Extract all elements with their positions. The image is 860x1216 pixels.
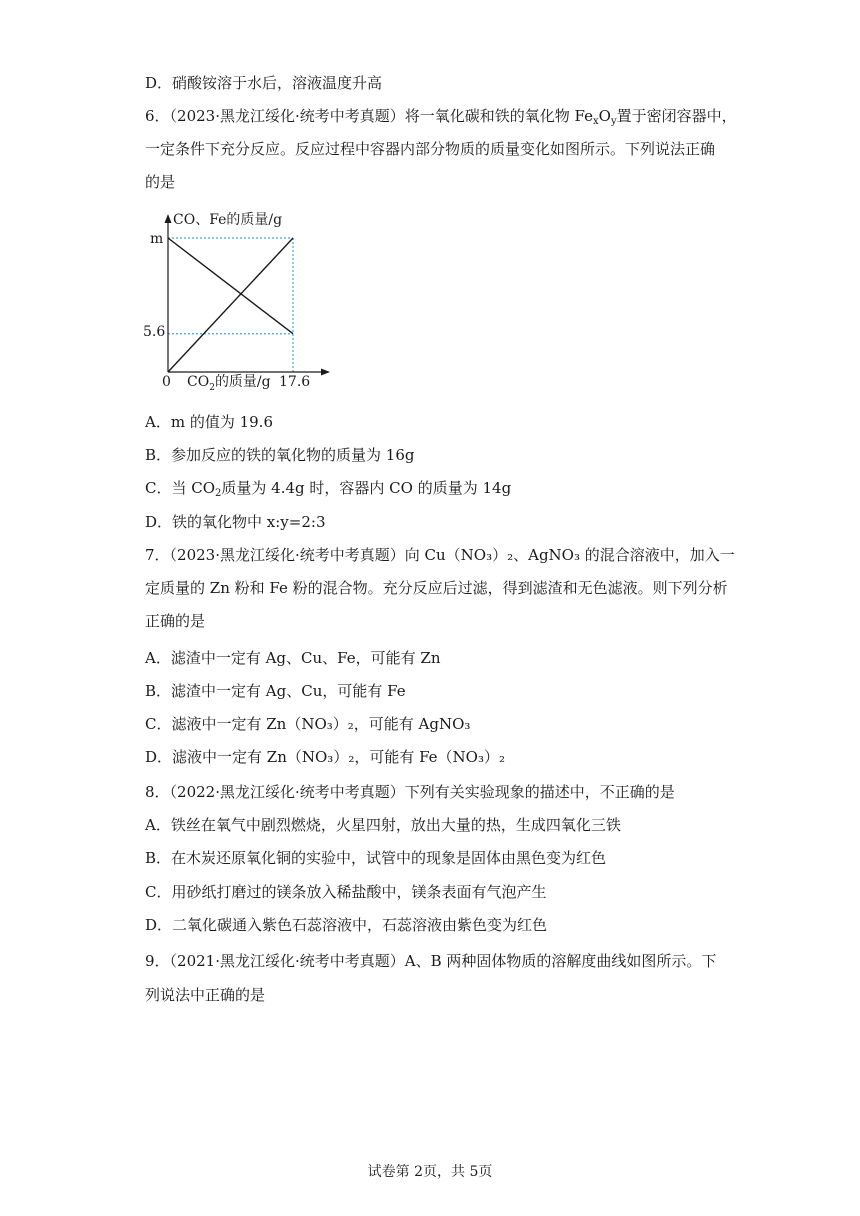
x-axis-label [187,374,271,393]
q6-stem-line-2: 一定条件下充分反应。反应过程中容器内部分物质的质量变化如图所示。下列说法正确 [145,140,716,158]
x-tick-label-17.6: 17.6 [279,374,311,390]
x-axis-label-sub: 2 [209,383,215,393]
q6-option-c-part2: 质量为 4.4g 时，容器内 CO 的质量为 14g [221,479,512,497]
q8-option-d: D．二氧化碳通入紫色石蕊溶液中，石蕊溶液由紫色变为红色 [145,916,548,934]
q7-stem-line-3: 正确的是 [145,612,206,630]
fe-line [168,238,293,372]
x-axis-arrow [321,369,330,376]
q6-option-b: B．参加反应的铁的氧化物的质量为 16g [145,446,415,464]
q6-stem-line-3: 的是 [145,173,176,191]
q8-option-c: C．用砂纸打磨过的镁条放入稀盐酸中，镁条表面有气泡产生 [145,883,547,901]
q6-option-c-sub: 2 [215,488,222,499]
q6-stem-line-1 [145,106,737,126]
series-lines [168,238,293,372]
x-axis-label-rest: 的质量/g [214,374,271,390]
co-line [168,238,293,334]
q7-option-d: D．滤液中一定有 Zn（NO₃）₂，可能有 Fe（NO₃）₂ [145,748,506,766]
q7-stem-line-2: 定质量的 Zn 粉和 Fe 粉的混合物。充分反应后过滤，得到滤渣和无色滤液。则下列分析 [145,579,728,597]
q6-chart [140,205,340,395]
x-axis-label-co: CO [187,374,210,390]
q7-stem-line-1: 7．（2023·黑龙江绥化·统考中考真题）向 Cu（NO₃）₂、AgNO₃ 的混合溶液中，加入一 [145,546,735,564]
q8-stem: 8．（2022·黑龙江绥化·统考中考真题）下列有关实验现象的描述中，不正确的是 [145,783,675,801]
origin-label: 0 [162,374,171,390]
page-footer: 试卷第 2页，共 5页 [367,1164,493,1180]
q6-option-c [145,478,511,498]
q8-option-a: A．铁丝在氧气中剧烈燃烧，火星四射，放出大量的热，生成四氧化三铁 [145,816,621,834]
q6-option-d: D．铁的氧化物中 x:y=2:3 [145,513,326,531]
q6-o-label: O [598,107,611,125]
q5-option-d: D．硝酸铵溶于水后，溶液温度升高 [145,74,383,92]
q9-stem-line-2: 列说法中正确的是 [145,986,266,1004]
q6-sub-x: x [593,116,599,127]
q6-option-a: A．m 的值为 19.6 [145,413,273,431]
q7-option-c: C．滤液中一定有 Zn（NO₃）₂，可能有 AgNO₃ [145,715,471,733]
q6-stem-part1: 6．（2023·黑龙江绥化·统考中考真题）将一氧化碳和铁的氧化物 Fe [145,107,593,125]
q7-option-a: A．滤渣中一定有 Ag、Cu、Fe，可能有 Zn [145,649,441,667]
q6-option-c-part1: C．当 CO [145,479,216,497]
q9-stem-line-1: 9．（2021·黑龙江绥化·统考中考真题）A、B 两种固体物质的溶解度曲线如图所示。下 [145,952,717,970]
q8-option-b: B．在木炭还原氧化铜的实验中，试管中的现象是固体由黑色变为红色 [145,849,607,867]
y-tick-label-m: m [150,231,164,247]
q6-sub-y: y [610,116,617,127]
y-axis-label: CO、Fe的质量/g [173,212,283,228]
q6-stem-part2: 置于密闭容器中， [616,107,737,125]
y-axis-arrow [165,214,172,223]
q7-option-b: B．滤渣中一定有 Ag、Cu，可能有 Fe [145,682,406,700]
y-tick-label-5.6: 5.6 [143,324,166,340]
